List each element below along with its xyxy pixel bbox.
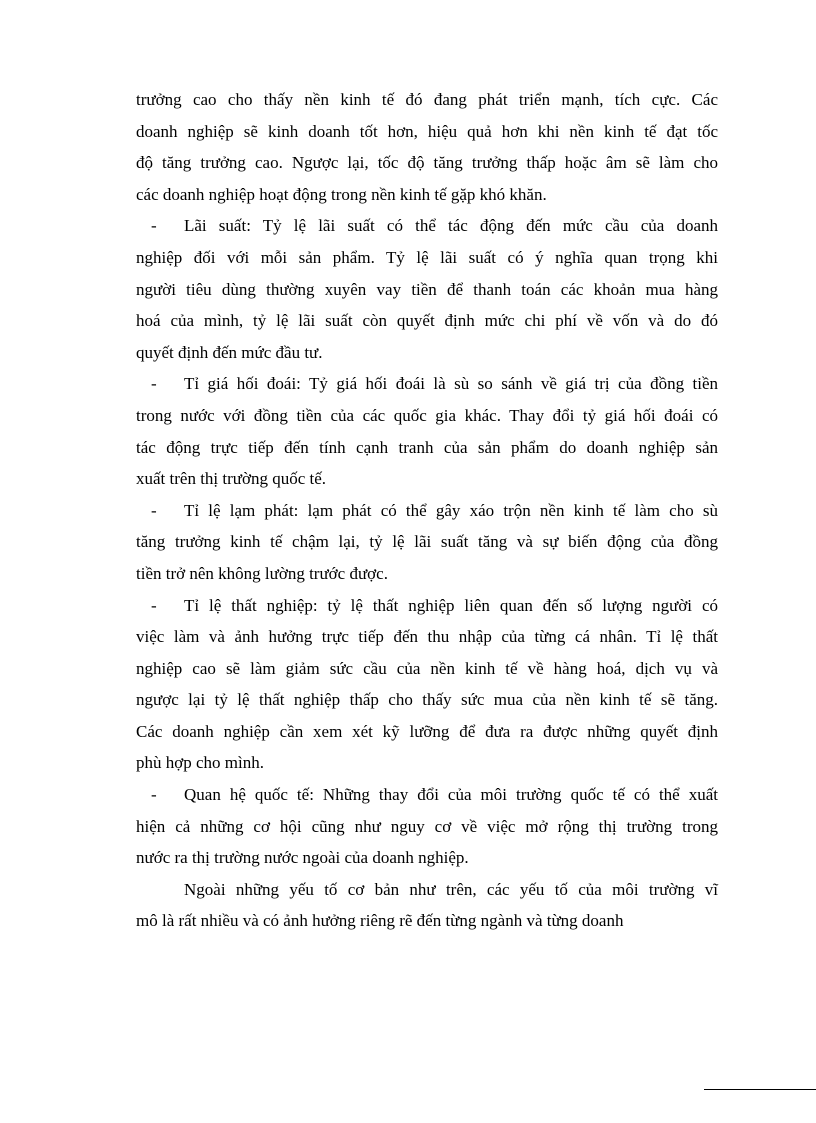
bullet-dash: - [151,500,157,520]
text-line: Tỉ giá hối đoái: Tỷ giá hối đoái là sù so sánh về giá trị của đồng tiền [184,374,718,394]
text-line: tác động trực tiếp đến tính cạnh tranh của sản phẩm do doanh nghiệp sản [136,437,718,457]
bullet-paragraph [136,368,718,494]
text-line: Các doanh nghiệp cần xem xét kỹ lưỡng để đưa ra được những quyết định [136,721,718,741]
bullet-paragraph [136,779,718,874]
text-line: các doanh nghiệp hoạt động trong nền kinh tế gặp khó khăn. [136,184,547,204]
text-line: ngược lại tỷ lệ thất nghiệp thấp cho thấy sức mua của nền kinh tế sẽ tăng. [136,690,718,710]
paragraph [136,84,718,210]
text-line: nước ra thị trường nước ngoài của doanh nghiệp. [136,848,469,868]
text-line: trưởng cao cho thấy nền kinh tế đó đang phát triển mạnh, tích cực. Các [136,90,718,109]
text-line [151,495,718,527]
text-line: hiện cả những cơ hội cũng như nguy cơ về việc mở rộng thị trường trong [136,816,718,836]
bullet-paragraph [136,495,718,590]
bullet-dash: - [151,595,157,615]
text-line [151,590,718,622]
paragraph [136,874,718,937]
body-text [136,84,718,937]
text-line: việc làm và ảnh hưởng trực tiếp đến thu nhập của từng cá nhân. Tỉ lệ thất [136,627,718,647]
text-line: Lãi suất: Tỷ lệ lãi suất có thể tác động đến mức cầu của doanh [184,216,718,236]
text-line: nghiệp cao sẽ làm giảm sức cầu của nền kinh tế về hàng hoá, dịch vụ và [136,658,718,678]
text-line: nghiệp đối với mỗi sản phẩm. Tỷ lệ lãi suất có ý nghĩa quan trọng khi [136,247,718,267]
text-line: Quan hệ quốc tế: Những thay đổi của môi trường quốc tế có thể xuất [184,785,718,805]
text-line: trong nước với đồng tiền của các quốc gia khác. Thay đổi tỷ giá hối đoái có [136,405,718,425]
footnote-separator-line [704,1089,816,1090]
text-line: Ngoài những yếu tố cơ bản như trên, các yếu tố của môi trường vĩ [184,879,718,899]
text-line: tăng trưởng kinh tế chậm lại, tỷ lệ lãi suất tăng và sự biến động của đồng [136,532,718,552]
text-line [151,779,718,811]
bullet-dash: - [151,374,157,394]
text-line: Tỉ lệ thất nghiệp: tỷ lệ thất nghiệp liên quan đến số lượng người có [184,595,718,615]
text-line: doanh nghiệp sẽ kinh doanh tốt hơn, hiệu quả hơn khi nền kinh tế đạt tốc [136,121,718,141]
text-line: phù hợp cho mình. [136,753,264,773]
bullet-dash: - [151,785,157,805]
text-line: tiền trở nên không lường trước được. [136,563,388,583]
text-line [151,368,718,400]
text-line: Tỉ lệ lạm phát: lạm phát có thể gây xáo trộn nền kinh tế làm cho sù [184,500,718,520]
text-line: hoá của mình, tỷ lệ lãi suất còn quyết định mức chi phí về vốn và do đó [136,311,718,331]
text-line: độ tăng trưởng cao. Ngược lại, tốc độ tăng trưởng thấp hoặc âm sẽ làm cho [136,153,718,173]
bullet-paragraph [136,590,718,780]
text-line [151,210,718,242]
text-line: người tiêu dùng thường xuyên vay tiền để thanh toán các khoản mua hàng [136,279,718,299]
bullet-paragraph [136,210,718,368]
text-line: mô là rất nhiều và có ảnh hưởng riêng rẽ đến từng ngành và từng doanh [136,911,624,931]
bullet-dash: - [151,216,157,236]
text-line: quyết định đến mức đầu tư. [136,342,323,362]
text-line: xuất trên thị trường quốc tế. [136,469,327,489]
